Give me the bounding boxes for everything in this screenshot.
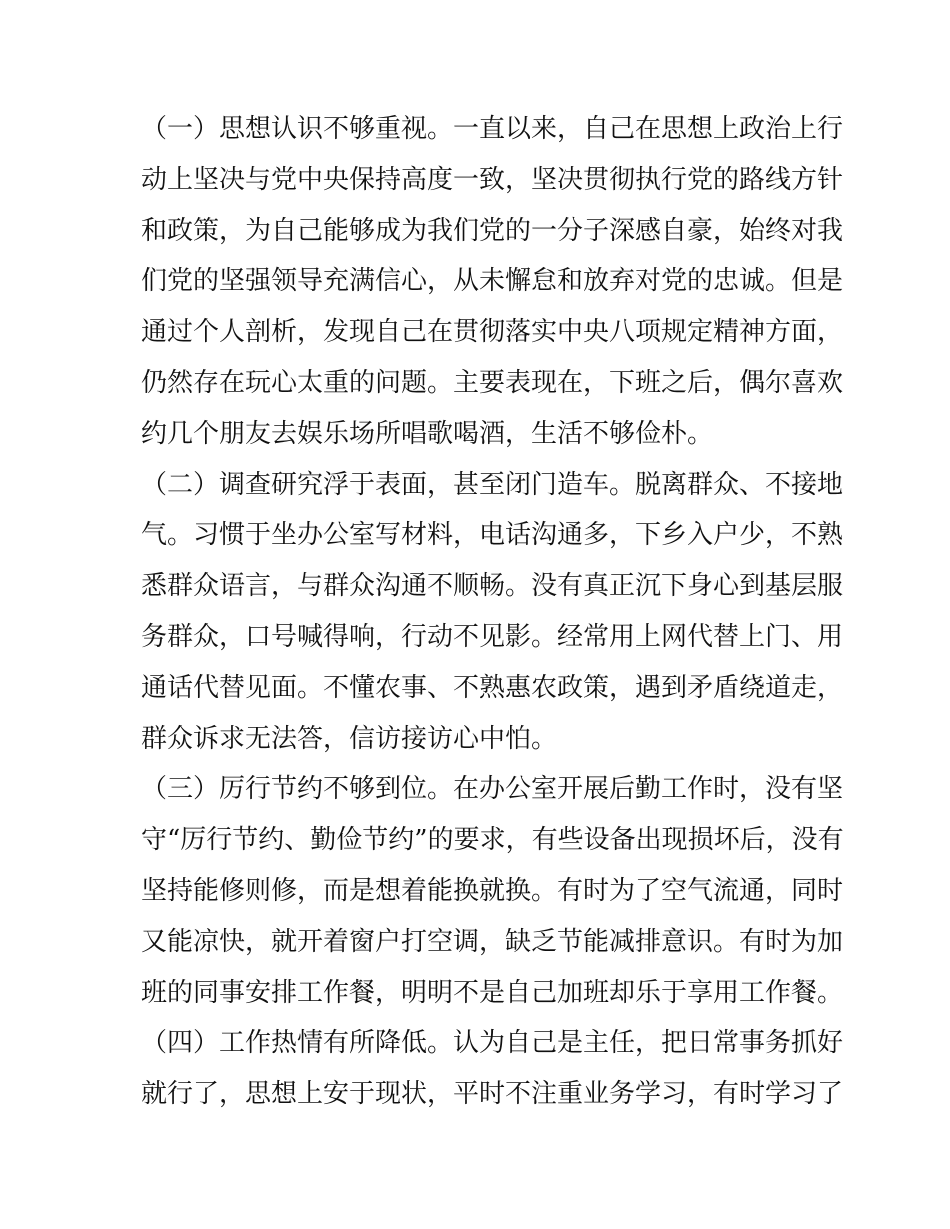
text-line: 群众诉求无法答，信访接访心中怕。 — [141, 723, 558, 754]
text-line: 仍然存在玩心太重的问题。主要表现在，下班之后，偶尔喜欢 — [141, 367, 844, 398]
text-line: 务群众，口号喊得响，行动不见影。经常用上网代替上门、用 — [141, 621, 844, 652]
paragraph-4 — [141, 1018, 844, 1120]
paragraph-2 — [141, 460, 844, 765]
text-line: 通话代替见面。不懂农事、不熟惠农政策，遇到矛盾绕道走， — [141, 672, 844, 703]
text-line: 班的同事安排工作餐，明明不是自己加班却乐于享用工作餐。 — [141, 977, 844, 1008]
text-line: 守“厉行节约、勤俭节约”的要求，有些设备出现损坏后，没有 — [141, 825, 844, 856]
paragraph-1 — [141, 104, 844, 460]
text-line: （三）厉行节约不够到位。在办公室开展后勤工作时，没有坚 — [141, 774, 844, 805]
paragraph-3 — [141, 764, 844, 1018]
text-line: 们党的坚强领导充满信心，从未懈怠和放弃对党的忠诚。但是 — [141, 266, 844, 297]
text-line: 悉群众语言，与群众沟通不顺畅。没有真正沉下身心到基层服 — [141, 571, 844, 602]
text-line: 通过个人剖析，发现自己在贯彻落实中央八项规定精神方面， — [141, 317, 844, 348]
text-line: 又能凉快，就开着窗户打空调，缺乏节能减排意识。有时为加 — [141, 926, 844, 957]
text-line: 约几个朋友去娱乐场所唱歌喝酒，生活不够俭朴。 — [141, 418, 714, 449]
text-line: 气。习惯于坐办公室写材料，电话沟通多，下乡入户少，不熟 — [141, 520, 844, 551]
document-body — [141, 104, 844, 1120]
text-line: （二）调查研究浮于表面，甚至闭门造车。脱离群众、不接地 — [141, 469, 844, 500]
text-line: （四）工作热情有所降低。认为自己是主任，把日常事务抓好 — [141, 1028, 844, 1059]
text-line: 和政策，为自己能够成为我们党的一分子深感自豪，始终对我 — [141, 215, 844, 246]
text-line: （一）思想认识不够重视。一直以来，自己在思想上政治上行 — [141, 114, 844, 144]
text-line: 动上坚决与党中央保持高度一致，坚决贯彻执行党的路线方针 — [141, 164, 844, 195]
text-line: 坚持能修则修，而是想着能换就换。有时为了空气流通，同时 — [141, 875, 844, 906]
text-line: 就行了，思想上安于现状，平时不注重业务学习，有时学习了 — [141, 1079, 844, 1110]
